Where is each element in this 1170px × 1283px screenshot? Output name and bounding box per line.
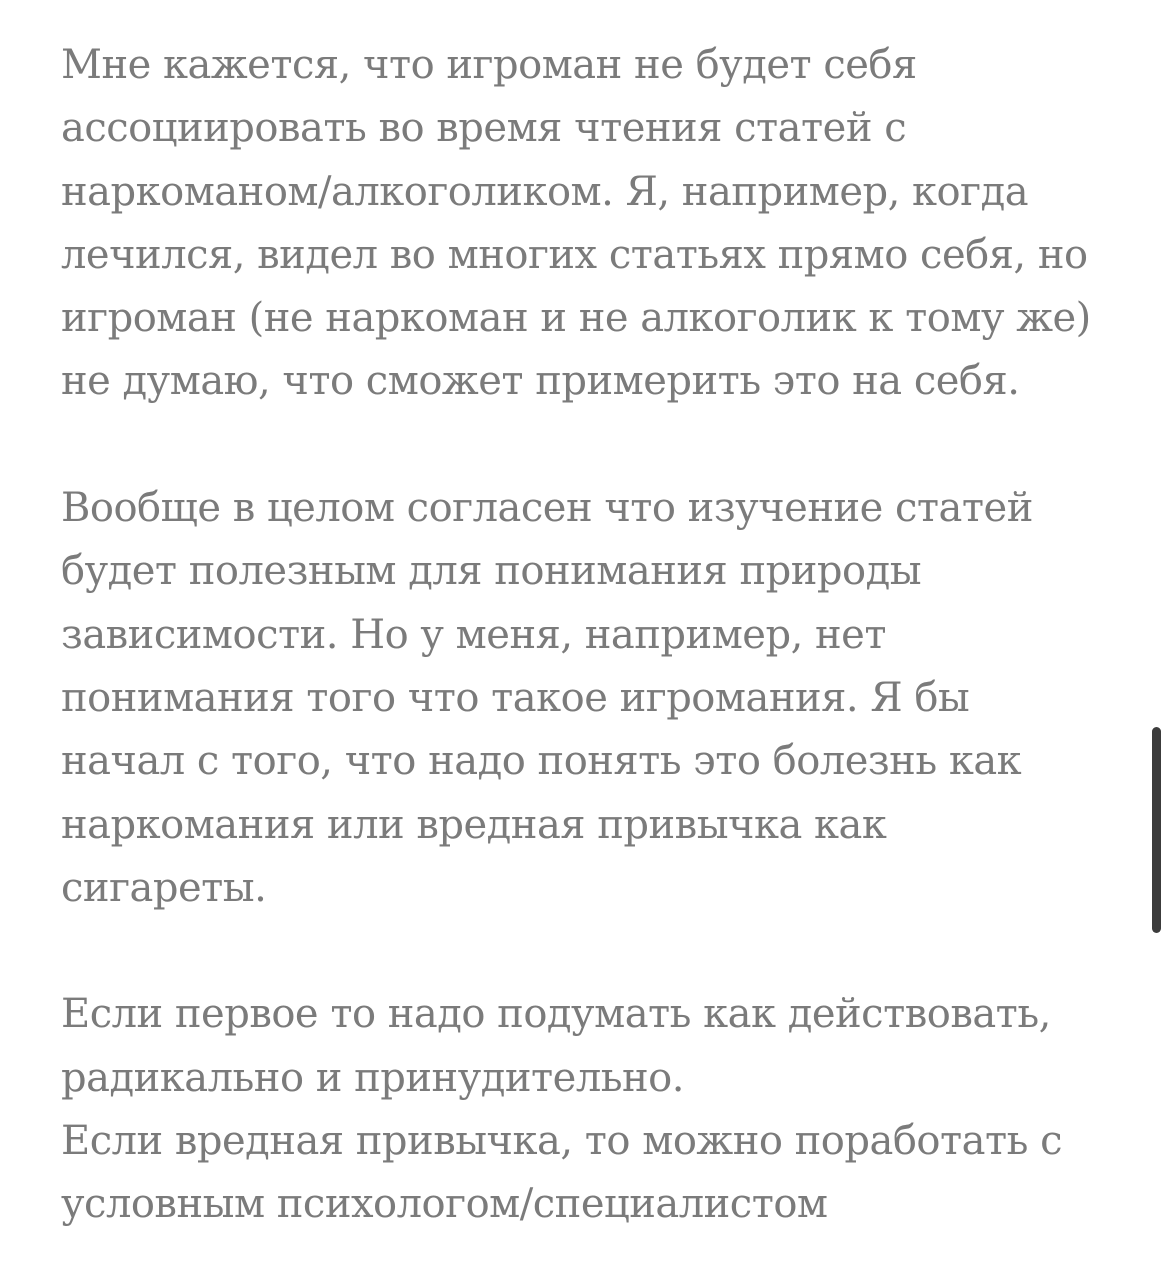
scrollbar-thumb[interactable] — [1152, 727, 1161, 933]
paragraph-1 — [61, 34, 1121, 414]
text-line: наркоманом/алкоголиком. Я, например, когда — [61, 168, 1029, 215]
text-line: сигареты. — [61, 864, 267, 911]
paragraph-spacer — [61, 920, 1121, 983]
text-line: не думаю, что сможет примерить это на себя. — [61, 358, 1020, 405]
text-line: ассоциировать во время чтения статей с — [61, 105, 907, 152]
text-line: зависимости. Но у меня, например, нет — [61, 611, 886, 658]
text-line: будет полезным для понимания природы — [61, 548, 922, 595]
text-line: начал с того, что надо понять это болезнь как — [61, 738, 1022, 785]
text-line: лечился, видел во многих статьях прямо себя, но — [61, 231, 1088, 278]
paragraph-2 — [61, 477, 1121, 920]
message-text — [61, 34, 1121, 1237]
text-line: условным психологом/специалистом — [61, 1181, 828, 1228]
text-line: радикально и принудительно. — [61, 1054, 684, 1101]
text-line: понимания того что такое игромания. Я бы — [61, 674, 970, 721]
text-line: наркомания или вредная привычка как — [61, 801, 887, 848]
text-line: Вообще в целом согласен что изучение статей — [61, 485, 1033, 532]
text-line: игроман (не наркоман и не алкоголик к тому же) — [61, 295, 1091, 342]
text-line: Если первое то надо подумать как действовать, — [61, 991, 1051, 1038]
paragraph-3 — [61, 983, 1121, 1236]
text-line: Если вредная привычка, то можно поработать с — [61, 1118, 1063, 1165]
text-line: Мне кажется, что игроман не будет себя — [61, 42, 917, 88]
paragraph-spacer — [61, 414, 1121, 477]
